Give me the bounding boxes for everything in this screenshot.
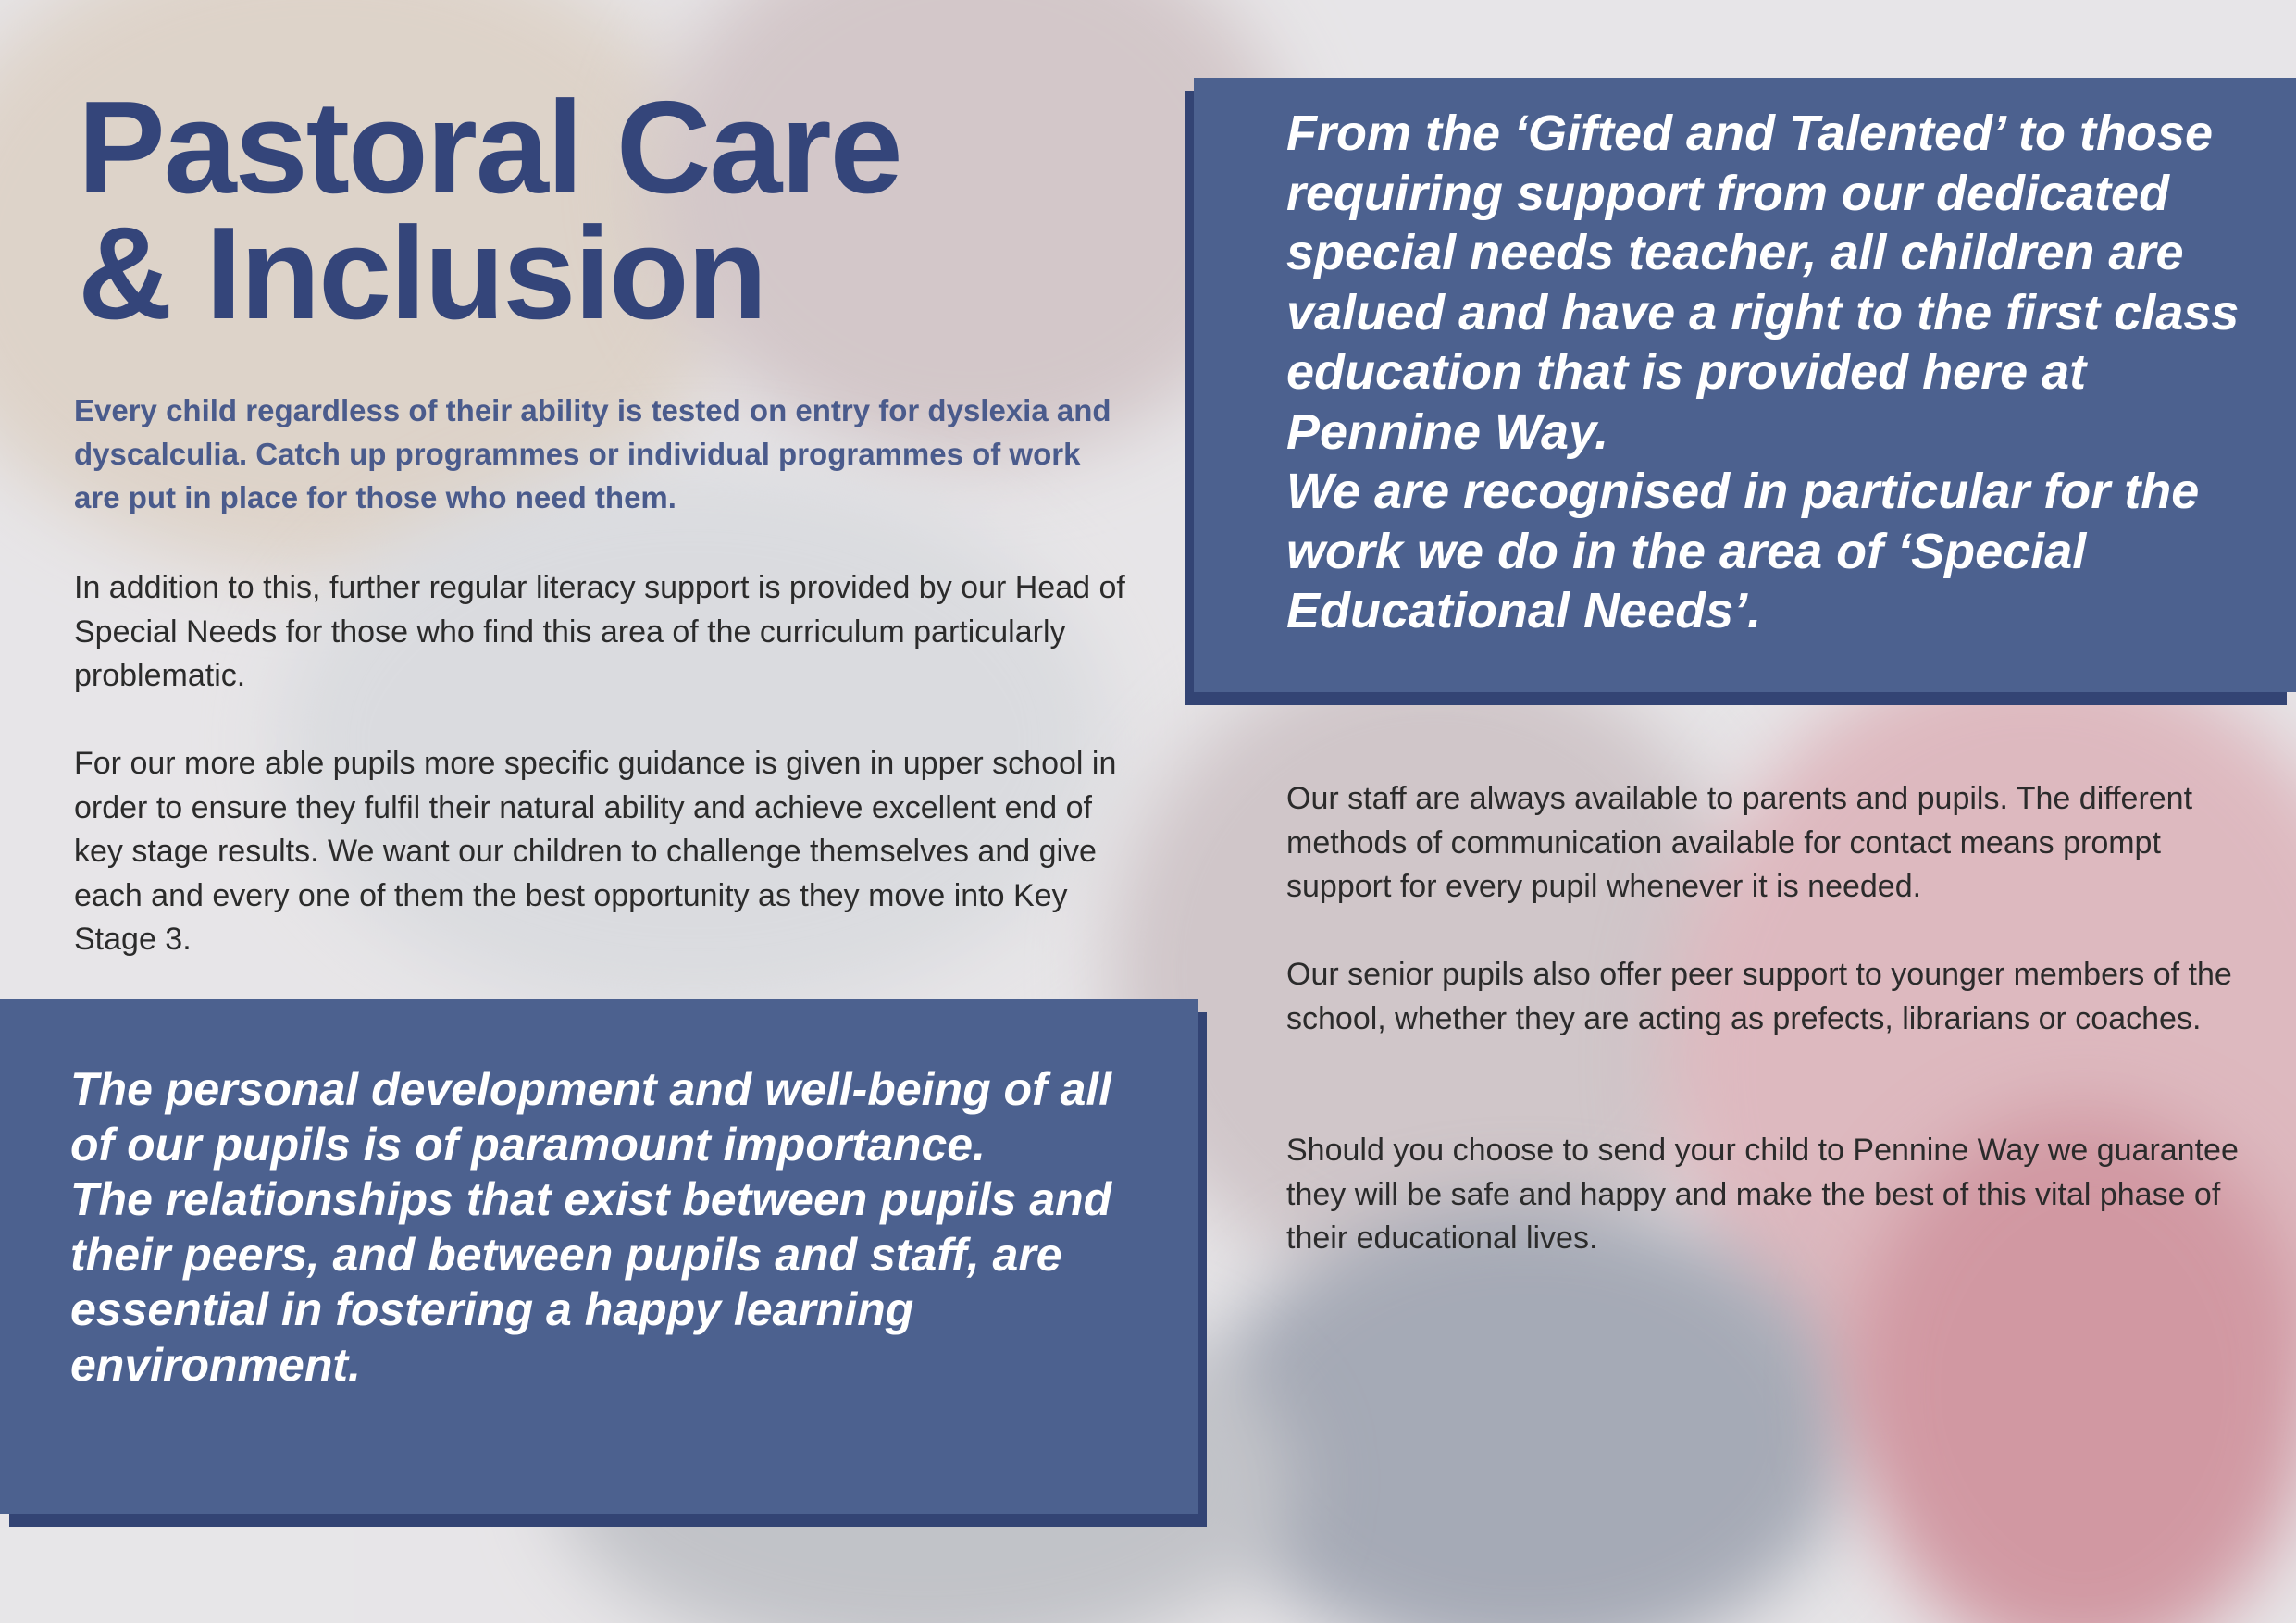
quote-wellbeing-line-1: The personal development and well-being of all of our pupils is of paramount importance. xyxy=(70,1063,1112,1171)
quote-box-wellbeing xyxy=(0,999,1198,1514)
page-title xyxy=(78,74,901,347)
quote-gifted-line-2: We are recognised in particular for the work we do in the area of ‘Special Educational Needs’. xyxy=(1286,464,2200,638)
choose-paragraph: Should you choose to send your child to Pennine Way we guarantee they will be safe and happy and make the best of this vital phase of their educational lives. xyxy=(1286,1133,2239,1256)
intro-paragraph: Every child regardless of their ability is tested on entry for dyslexia and dyscalculia. Catch up programmes or individual programmes of work are put in place for those who need them. xyxy=(74,393,1111,514)
title-line-1: Pastoral Care xyxy=(78,74,901,221)
staff-paragraph: Our staff are always available to parents and pupils. The different methods of communication available for contact means prompt support for every pupil whenever it is needed. xyxy=(1286,781,2193,904)
peer-support-paragraph: Our senior pupils also offer peer support to younger members of the school, whether they are acting as prefects, librarians or coaches. xyxy=(1286,957,2232,1036)
quote-wellbeing-line-2: The relationships that exist between pupils and their peers, and between pupils and staff, are essential in fostering a happy learning environment. xyxy=(70,1173,1112,1391)
title-line-2: & Inclusion xyxy=(78,200,766,347)
able-pupils-paragraph: For our more able pupils more specific guidance is given in upper school in order to ensure they fulfil their natural ability and achieve excellent end of key stage results. We want our children to challenge themselves and give each and every one of them the best opportunity as they move into Key Stage 3. xyxy=(74,746,1117,957)
literacy-paragraph: In addition to this, further regular literacy support is provided by our Head of Special Needs for those who find this area of the curriculum particularly problematic. xyxy=(74,570,1125,693)
quote-gifted-line-1: From the ‘Gifted and Talented’ to those requiring support from our dedicated special needs teacher, all children are valued and have a right to the first class education that is provided here at Pennine Way. xyxy=(1286,105,2240,460)
quote-box-gifted xyxy=(1194,78,2296,692)
